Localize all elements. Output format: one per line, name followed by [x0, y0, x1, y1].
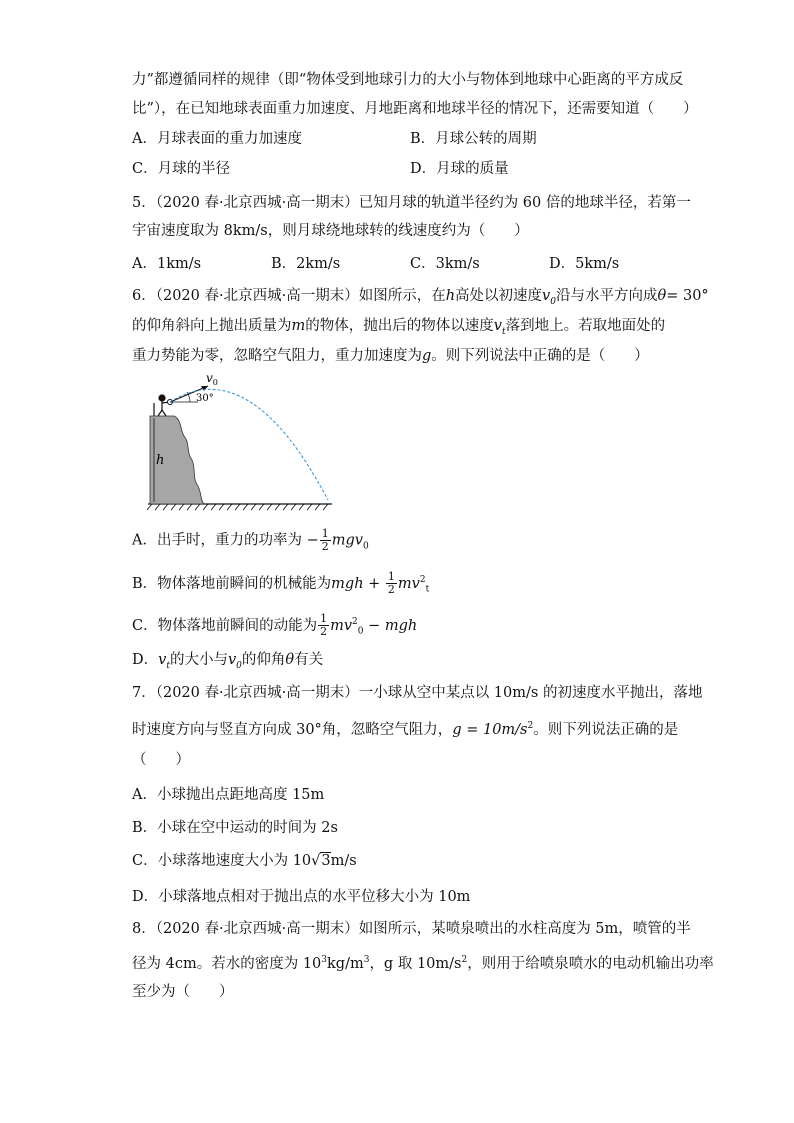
q7-option-a: A．小球抛出点距地高度 15m: [132, 787, 325, 803]
thrower-person: [154, 395, 170, 416]
ground-hatch: [147, 504, 328, 510]
q8-line-1: 8．（2020 春·北京西城·高一期末）如图所示，某喷泉喷出的水柱高度为 5m，喷管的半: [132, 921, 691, 937]
intro-line-1: 力”都遵循同样的规律（即“物体受到地球引力的大小与物体到地球中心距离的平方成反: [132, 72, 684, 88]
q6-line-1: [132, 286, 709, 312]
q7-option-d: D．小球落地点相对于抛出点的水平位移大小为 10m: [132, 889, 471, 905]
q6-text: 重力势能为零，忽略空气阻力，重力加速度为: [132, 348, 422, 364]
q6-text: 的物体，抛出后的物体以速度: [305, 318, 494, 334]
q5-line-1: 5．（2020 春·北京西城·高一期末）已知月球的轨道半径约为 60 倍的地球半径，若第一: [132, 195, 691, 211]
q5-option-d: D．5km/s: [549, 256, 620, 272]
var-theta: θ: [657, 288, 667, 304]
q6-text: 。则下列说法中正确的是（ ）: [431, 348, 649, 364]
q6-text: 落到地上。若取地面处的: [505, 318, 666, 334]
q6-option-d: D．$v_t$的大小与$v_0$的仰角θ有关: [132, 652, 324, 671]
q4-option-b: B．月球公转的周期: [410, 131, 537, 147]
angle-label: 30°: [196, 393, 214, 404]
var-vt: $v_t$: [493, 318, 506, 337]
q5-line-2: 宇宙速度取为 8km/s，则月球绕地球转的线速度约为（ ）: [132, 223, 529, 239]
q7-option-b: B．小球在空中运动的时间为 2s: [132, 820, 338, 836]
q6-line-2: [132, 316, 665, 342]
projectile-figure: [140, 372, 340, 512]
q7-line-1: 7．（2020 春·北京西城·高一期末）一小球从空中某点以 10m/s 的初速度水平抛出，落地: [132, 685, 703, 701]
q6-text: 沿与水平方向成: [555, 288, 658, 304]
q6-option-a: A．出手时，重力的功率为 − $\frac{1}{2}$ mgv$_0$: [132, 527, 369, 553]
q8-line-3: 至少为（ ）: [132, 984, 234, 1000]
q6-line-3: [132, 346, 649, 366]
v0-label: $v_0$: [206, 372, 218, 387]
q5-option-a: A．1km/s: [132, 256, 202, 272]
q6-text: 高处以初速度: [455, 288, 543, 304]
q6-option-c: C．物体落地前瞬间的动能为 $\frac{1}{2}$ $mv^2_0$ − mgh: [132, 612, 418, 639]
q7-option-c: C．小球落地速度大小为 10√3m/s: [132, 853, 357, 869]
var-m: m: [291, 318, 306, 334]
intro-line-2: 比”），在已知地球表面重力加速度、月地距离和地球半径的情况下，还需要知道（ ）: [132, 101, 698, 117]
q4-option-a: A．月球表面的重力加速度: [132, 131, 302, 147]
q6-option-b: B．物体落地前瞬间的机械能为mgh + $\frac{1}{2}$ $mv^2_t$: [132, 570, 430, 597]
q4-option-d: D．月球的质量: [410, 161, 509, 177]
var-h: h: [445, 288, 456, 304]
q5-option-c: C．3km/s: [410, 256, 480, 272]
q5-option-b: B．2km/s: [271, 256, 341, 272]
q7-line-3: （ ）: [132, 752, 190, 768]
q7-line-2: 时速度方向与竖直方向成 30°角，忽略空气阻力，$g = 10m/s^2$。则下列说法正确的是: [132, 721, 679, 738]
q8-line-2: 径为 4cm。若水的密度为 $10^3kg/m^3$，g 取 $10m/s^2$，则用于给喷泉喷水的电动机输出功率: [132, 955, 714, 972]
var-v0: $v_0$: [542, 288, 556, 307]
q4-option-c: C．月球的半径: [132, 161, 231, 177]
q6-text: = 30°: [666, 288, 709, 304]
var-g: g: [422, 348, 432, 364]
q6-text: 6．（2020 春·北京西城·高一期末）如图所示，在: [132, 288, 446, 304]
q6-text: 的仰角斜向上抛出质量为: [132, 318, 292, 334]
height-label: h: [156, 453, 165, 468]
